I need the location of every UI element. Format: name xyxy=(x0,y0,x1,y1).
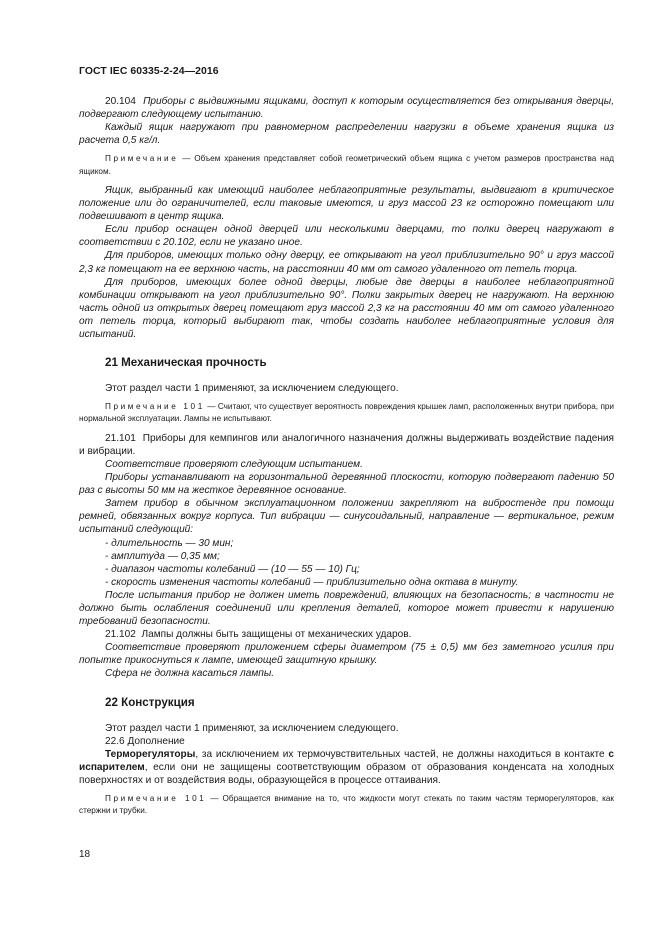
paragraph: Если прибор оснащен одной дверцей или несколькими дверцами, то полки дверец нагружают в соответствии с 20.102, если не указано иное. xyxy=(79,224,614,249)
paragraph: Этот раздел части 1 применяют, за исключением следующего. xyxy=(105,383,399,395)
paragraph: Затем прибор в обычном эксплуатационном положении закрепляют на вибростенде при помощи ремней, обвязанных вокруг корпуса. Тип вибрации — синусоидальный, направление — вертикальное, режим испытаний следующий: xyxy=(79,498,614,536)
clause-number: 20.104 xyxy=(105,96,136,107)
clause-text: Приборы с выдвижными ящиками, доступ к которым осуществляется без открывания дверцы, подвергают следующему испытанию. xyxy=(79,96,615,121)
clause-21-101 xyxy=(79,432,614,458)
paragraph: Для приборов, имеющих более одной дверцы, любые две дверцы в наиболее неблагоприятной комбинации открывают на угол приблизительно 90°. Полки закрытых дверец не нагружают. На верхнюю часть одной из открытых дверец помещают груз массой 2,3 кг на расстоянии 40 мм от самого удаленного от петель торца, который выбирают так, чтобы создать наиболее неблагоприятные условия для испытаний. xyxy=(79,276,614,340)
page-content xyxy=(79,95,614,824)
list-item: - амплитуда — 0,35 мм; xyxy=(105,550,220,562)
paragraph: Ящик, выбранный как имеющий наиболее неблагоприятные результаты, выдвигают в критическое положение или до ограничителей, если таковые имеются, и груз массой 23 кг осторожно помещают или подвешивают в центр ящика. xyxy=(79,184,614,223)
paragraph xyxy=(79,748,614,787)
clause-number: 21.102 xyxy=(105,629,136,641)
paragraph: После испытания прибор не должен иметь повреждений, влияющих на безопасность; в частности не должно быть ослабления соединений или крепления деталей, которое может привести к нарушению требований безопасности. xyxy=(79,589,614,628)
paragraph: Соответствие проверяют приложением сферы диаметром (75 ± 0,5) мм без заметного усилия при попытке прикоснуться к лампе, имеющей защитную крышку. xyxy=(79,642,614,667)
paragraph: Для приборов, имеющих только одну дверцу, ее открывают на угол приблизительно 90° и груз массой 2,3 кг помещают на ее верхнюю часть, на расстоянии 40 мм от самого удаленного от петель торца. xyxy=(79,250,614,275)
clause-21-102 xyxy=(79,628,614,641)
list-item: - длительность — 30 мин; xyxy=(105,537,234,549)
page-number: 18 xyxy=(79,849,91,860)
clause-text: Приборы для кемпингов или аналогичного назначения должны выдерживать воздействие падения и вибрации. xyxy=(79,432,615,457)
paragraph: Каждый ящик нагружают при равномерном распределении нагрузки в объеме хранения ящика из расчета 0,5 кг/л. xyxy=(79,122,614,147)
section-heading-21: 21 Механическая прочность xyxy=(105,356,267,370)
note xyxy=(79,793,614,818)
subclause-heading: 22.6 Дополнение xyxy=(105,735,185,747)
paragraph: Этот раздел части 1 применяют, за исключением следующего. xyxy=(105,722,399,734)
clause-20-104 xyxy=(79,95,614,121)
clause-number: 21.101 xyxy=(105,432,136,444)
note-label: Примечание xyxy=(105,154,179,164)
note-text: — Считают, что существует вероятность повреждения крышек ламп, расположенных внутри прибора, при нормальной эксплуатации. Лампы не испытывают. xyxy=(79,402,615,424)
paragraph: Приборы устанавливают на горизонтальной деревянной плоскости, которую подвергают падению 50 раз с высоты 50 мм на жесткое деревянное основание. xyxy=(79,472,614,497)
paragraph-text: , за исключением их термочувствительных частей, не должны находиться в контакте xyxy=(195,748,609,760)
clause-text: Лампы должны быть защищены от механических ударов. xyxy=(141,629,412,641)
note-label: Примечание 101 xyxy=(105,402,205,412)
list-item: - диапазон частоты колебаний — (10 — 55 — 10) Гц; xyxy=(105,563,360,575)
paragraph: Сфера не должна касаться лампы. xyxy=(105,668,275,680)
section-heading-22: 22 Конструкция xyxy=(105,695,195,709)
document-header: ГОСТ IEC 60335-2-24—2016 xyxy=(79,66,219,77)
note-label: Примечание 101 xyxy=(105,794,207,804)
note-text: — Обращается внимание на то, что жидкости могут стекать по таким частям терморегуляторов, как стержни и трубки. xyxy=(79,794,614,816)
note-text: — Объем хранения представляет собой геометрический объем ящика с учетом размеров пространства над ящиком. xyxy=(79,154,614,176)
paragraph-text: , если они не защищены соответствующим образом от образования конденсата на холодных поверхностях и от воздействия воды, образующейся в процессе оттаивания. xyxy=(79,761,614,786)
note xyxy=(79,153,614,178)
note xyxy=(79,401,614,426)
paragraph: Соответствие проверяют следующим испытанием. xyxy=(105,458,363,470)
bold-term: с испарителем xyxy=(79,748,614,773)
bold-term: Терморегуляторы xyxy=(105,748,196,760)
list-item: - скорость изменения частоты колебаний — приблизительно одна октава в минуту. xyxy=(105,576,519,588)
